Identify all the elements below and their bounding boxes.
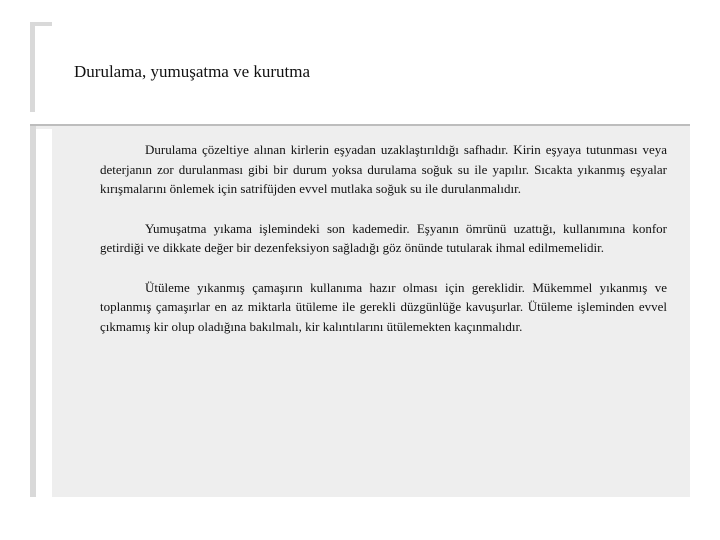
title-frame-decoration (30, 22, 52, 112)
slide-title: Durulama, yumuşatma ve kurutma (74, 62, 311, 81)
body-text (100, 140, 667, 356)
paragraph-rinsing: Durulama çözeltiye alınan kirlerin eşyadan uzaklaştırıldığı safhadır. Kirin eşyaya tutunması veya deterjanın zor durulanması gibi bir durum yoksa durulama soğuk su ile yapılır. Sıcakta yıkanmış eşyalar kırışmalarını önlemek için satrifüjden evvel mutlaka soğuk su ile durulanmalıdır. (100, 142, 667, 196)
panel-inner-gap (36, 129, 52, 497)
paragraph-softening: Yumuşatma yıkama işlemindeki son kademedir. Eşyanın ömrünü uzattığı, kullanımına konfor getirdiği ve dikkate değer bir dezenfeksiyon sağladığı göz önünde tutularak ihmal edilmemelidir. (100, 220, 667, 255)
paragraph-ironing: Ütüleme yıkanmış çamaşırın kullanıma hazır olması için gereklidir. Mükemmel yıkanmış ve toplanmış çamaşırlar en az miktarla ütüleme ile gerekli düzgünlüğe kavuşurlar. Ütüleme işleminden evvel çıkmamış kir olup oladığına bakılmalı, kir kalıntılarını ütülemekten kaçınmalıdır. (100, 279, 667, 334)
